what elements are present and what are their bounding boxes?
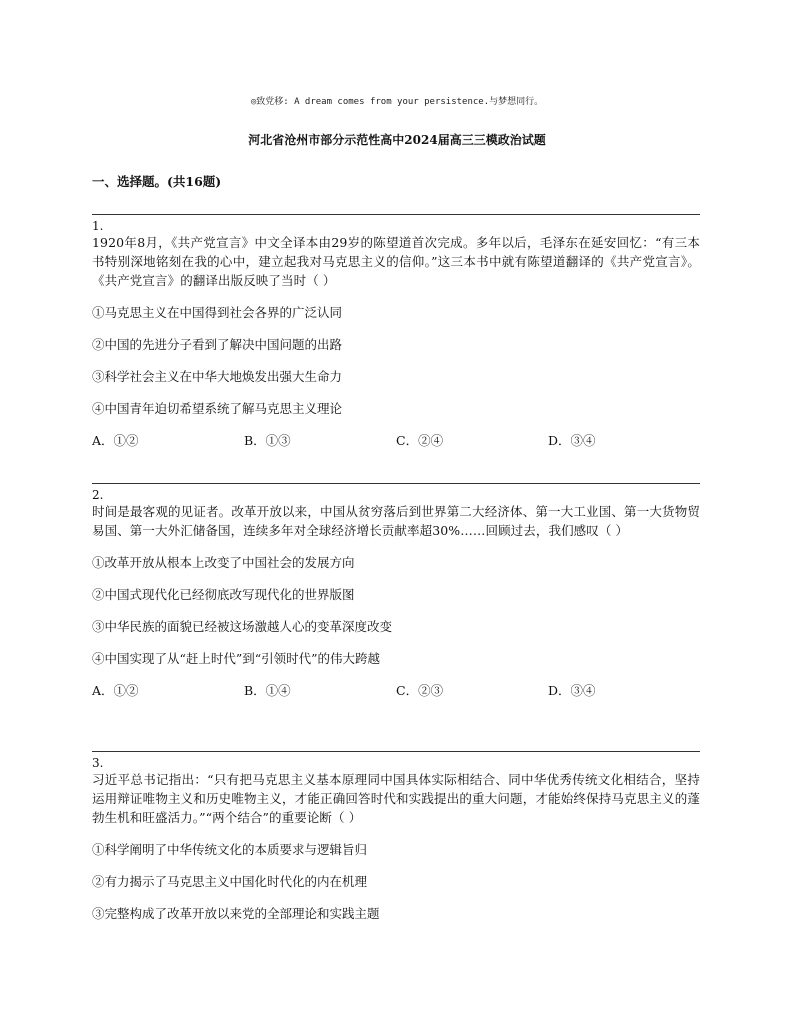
question-stem: 习近平总书记指出：“只有把马克思主义基本原理同中国具体实际相结合、同中华优秀传统文化相结合，坚持运用辩证唯物主义和历史唯物主义，才能正确回答时代和实践提出的重大问题，才能始终保持马克思主义的蓬勃生机和旺盛活力。”“两个结合”的重要论断（ ） xyxy=(92,772,700,825)
answer-a[interactable]: A．①② xyxy=(92,683,139,698)
answer-d[interactable]: D．③④ xyxy=(548,433,596,448)
answer-choices xyxy=(92,432,700,450)
question-stem: 时间是最客观的见证者。改革开放以来，中国从贫穷落后到世界第二大经济体、第一大工业国、第一大货物贸易国、第一大外汇储备国，连续多年对全球经济增长贡献率超30%……回顾过去，我们感叹（ ） xyxy=(92,504,700,538)
answer-d[interactable]: D．③④ xyxy=(548,683,596,698)
question-divider xyxy=(92,751,700,752)
option-1: ①科学阐明了中华传统文化的本质要求与逻辑旨归 xyxy=(92,842,368,857)
section-heading: 一、选择题。(共16题) xyxy=(92,174,222,189)
option-3: ③完整构成了改革开放以来党的全部理论和实践主题 xyxy=(92,906,380,921)
answer-choices xyxy=(92,682,700,700)
page-header: ◎致党移: A dream comes from your persistence.与梦想同行。 xyxy=(250,97,544,107)
question-2 xyxy=(92,483,700,700)
question-divider xyxy=(92,483,700,484)
question-stem: 1920年8月，《共产党宣言》中文全译本由29岁的陈望道首次完成。多年以后，毛泽东在延安回忆：“有三本书特别深地铭刻在我的心中，建立起我对马克思主义的信仰。”这三本书中就有陈望道翻译的《共产党宣言》。《共产党宣言》的翻译出版反映了当时（ ） xyxy=(92,235,700,288)
question-number: 1. xyxy=(92,219,104,233)
question-3 xyxy=(92,751,700,923)
option-3: ③科学社会主义在中华大地焕发出强大生命力 xyxy=(92,369,343,384)
answer-a[interactable]: A．①② xyxy=(92,433,139,448)
question-number: 3. xyxy=(92,756,104,770)
option-2: ②有力揭示了马克思主义中国化时代化的内在机理 xyxy=(92,874,368,889)
option-1: ①马克思主义在中国得到社会各界的广泛认同 xyxy=(92,305,343,320)
answer-c[interactable]: C．②③ xyxy=(396,683,444,698)
question-1 xyxy=(92,214,700,450)
option-4: ④中国青年迫切希望系统了解马克思主义理论 xyxy=(92,401,343,416)
option-2: ②中国式现代化已经彻底改写现代化的世界版图 xyxy=(92,587,355,602)
answer-b[interactable]: B．①③ xyxy=(244,433,291,448)
question-number: 2. xyxy=(92,488,104,502)
answer-b[interactable]: B．①④ xyxy=(244,683,291,698)
answer-c[interactable]: C．②④ xyxy=(396,433,444,448)
option-4: ④中国实现了从“赶上时代”到“引领时代”的伟大跨越 xyxy=(92,651,381,666)
exam-title: 河北省沧州市部分示范性高中2024届高三三模政治试题 xyxy=(248,133,546,147)
option-1: ①改革开放从根本上改变了中国社会的发展方向 xyxy=(92,555,355,570)
question-divider xyxy=(92,214,700,215)
option-3: ③中华民族的面貌已经被这场激越人心的变革深度改变 xyxy=(92,619,393,634)
option-2: ②中国的先进分子看到了解决中国问题的出路 xyxy=(92,337,343,352)
